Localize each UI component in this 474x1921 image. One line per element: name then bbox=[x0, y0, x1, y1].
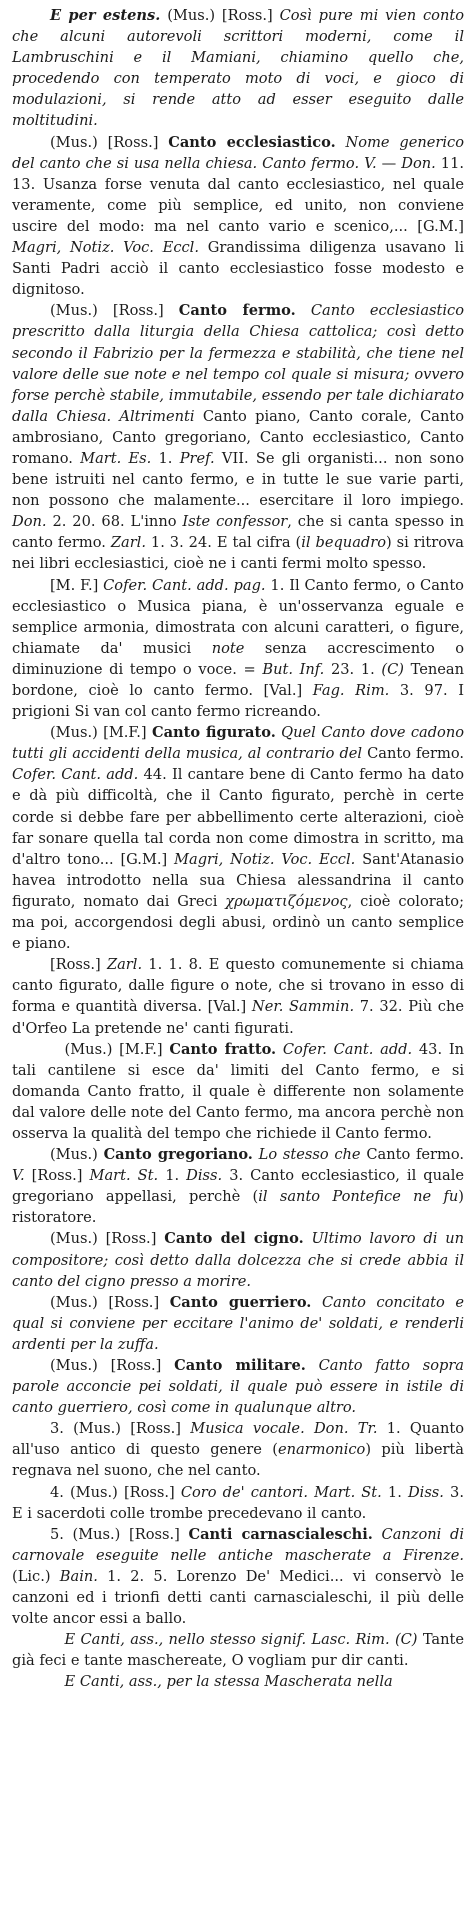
entry-text bbox=[306, 1357, 319, 1374]
entry-text: VII. Se gli organisti... non sono bene istruiti nel canto fermo, e in tutte le sue varie parti, non possono che malamente... esercitare il loro impiego. bbox=[12, 449, 465, 510]
entry-paragraph bbox=[12, 1418, 464, 1481]
entry-paragraph bbox=[12, 1228, 464, 1291]
entry-text: [Ross.] bbox=[24, 1167, 90, 1185]
entry-text: 44. Il cantare bene di Canto fermo ha dato e dà più difficoltà, che il Canto figurato, perchè in certe corde si debbe fare per abbellimento certe alterazioni, cioè far sonare quella tal corda non come dimostra in scritto, ma d'altro tono... [G.M.] bbox=[12, 766, 464, 868]
entry-text: 3. Canto ecclesiastico, il quale gregoriano appellasi, perchè ( bbox=[12, 1167, 465, 1206]
entry-text: Zarl. bbox=[110, 534, 146, 552]
entry-headword: Canto figurato. bbox=[151, 724, 276, 742]
entry-text: ) ristoratore. bbox=[12, 1188, 464, 1227]
entry-text: (Mus.) [M.F.] bbox=[64, 1040, 170, 1058]
entry-text: Don. bbox=[12, 513, 47, 531]
entry-text: 7. 32. Più che d'Orfeo La pretende ne' canti figurati. bbox=[12, 998, 464, 1037]
entry-headword: Canti carnascialeschi. bbox=[188, 1525, 373, 1543]
entry-text: 1. 1. 8. E questo comunemente si chiama canto figurato, dalle figure o note, che si trovano in esso di forma e quantità diversa. [Val.] bbox=[12, 956, 464, 1016]
entry-text: enarmonico bbox=[277, 1441, 366, 1459]
entry-text: , che si canta spesso in canto fermo. bbox=[12, 513, 464, 552]
entry-text: Diss. bbox=[407, 1483, 444, 1501]
entry-text: (Mus.) [M.F.] bbox=[49, 724, 152, 742]
entry-text: Diss. bbox=[186, 1167, 223, 1185]
entry-text: Nome generico del canto che si usa nella chiesa. Canto fermo. V. bbox=[12, 133, 464, 172]
entry-text: ) più libertà regnava nel suono, che nel canto. bbox=[12, 1441, 464, 1480]
entry-text: ) si ritrova nei libri ecclesiastici, cioè ne i canti fermi molto spesso. bbox=[12, 534, 464, 573]
entry-text: , cioè colorato; ma poi, accorgendosi degli abusi, ordinò un canto semplice e piano. bbox=[12, 892, 464, 953]
entry-text: 1. bbox=[158, 1167, 187, 1185]
entry-headword: Canto fermo. bbox=[178, 302, 296, 320]
entry-paragraph bbox=[12, 1629, 464, 1671]
entry-text: Musica vocale. Don. Tr. bbox=[190, 1420, 378, 1438]
entry-text: 11. 13. Usanza forse venuta dal canto ecclesiastico, nel quale veramente, come più semplice, ed unito, non conviene uscire del modo: ma nel canto vario e scenico,... [G.M.] bbox=[12, 154, 464, 235]
entry-text: Canto fermo. bbox=[362, 745, 464, 763]
entry-paragraph bbox=[12, 1671, 464, 1692]
entry-text: Canto ecclesiastico prescritto dalla liturgia della Chiesa cattolica; così detto secondo il Fabrizio per la fermezza e stabilità, che tiene nel valore delle sue note e nel tempo col quale si misura; ovvero forse perchè stabile, immutabile, essendo per tale dichiarato dalla Chiesa. Altrimenti bbox=[12, 302, 464, 425]
entry-paragraph bbox=[12, 132, 464, 301]
entry-text: Grandissima diligenza usavano li Santi Padri acciò il canto ecclesiastico fosse modesto e dignitoso. bbox=[12, 239, 464, 299]
entry-text: 1. 2. 5. Lorenzo De' Medici... vi conservò le canzoni ed i trionfi detti canti carnascialeschi, il più delle volte ancor essi a ballo. bbox=[12, 1567, 465, 1628]
entry-text: 1. 3. 24. E tal cifra ( bbox=[145, 534, 302, 552]
entry-text: Così pure mi vien conto che alcuni autorevoli scrittori moderni, come il Lambruschini e il Mamiani, chiamino quello che, procedendo con temperato moto di voci, e gioco di modulazioni, si rende atto ad esser eseguito dalle moltitudini. bbox=[12, 7, 465, 130]
entry-text: (C) bbox=[381, 660, 404, 678]
entry-headword: Canto fratto. bbox=[169, 1040, 277, 1058]
entry-text bbox=[276, 1041, 283, 1058]
entry-text: (Mus.) bbox=[49, 1146, 104, 1164]
entry-text: Cofer. Cant. add. bbox=[282, 1040, 413, 1058]
entry-paragraph bbox=[12, 1292, 464, 1355]
entry-text: Cofer. Cant. add. pag. bbox=[103, 576, 266, 594]
entry-headword: Canto gregoriano. bbox=[103, 1146, 253, 1164]
entry-text: Quel Canto dove cadono tutti gli accidenti della musica, al contrario del bbox=[12, 724, 465, 763]
entry-text: Pref. bbox=[179, 449, 215, 467]
entry-text: (Mus.) [Ross.] bbox=[160, 7, 280, 24]
entry-text: 1. Quanto all'uso antico di questo genere ( bbox=[12, 1420, 464, 1459]
entry-paragraph bbox=[12, 300, 464, 574]
entry-text: 3. 97. I prigioni Si van col canto fermo ricreando. bbox=[12, 682, 464, 721]
entry-text: Canto fermo. bbox=[360, 1146, 465, 1164]
entry-text bbox=[296, 302, 311, 319]
entry-text: Sant'Atanasio havea introdotto nella sua Chiesa alessandrina il canto figurato, nomato dai Greci bbox=[12, 850, 464, 910]
entry-text: Ner. Sammin. bbox=[251, 998, 355, 1016]
entry-text: il santo Pontefice ne fu bbox=[258, 1188, 459, 1206]
entry-text: Magri, Notiz. Voc. Eccl. bbox=[12, 239, 199, 257]
entry-paragraph bbox=[12, 575, 464, 723]
entry-paragraph bbox=[12, 1355, 464, 1418]
entry-text: Canto fatto sopra parole acconcie pei soldati, il quale può essere in istile di canto guerriero, così come in qualunque altro. bbox=[12, 1357, 465, 1417]
entry-text: Tenean bordone, cioè lo canto fermo. [Val.] bbox=[12, 660, 465, 699]
entry-text: 3. (Mus.) [Ross.] bbox=[49, 1420, 191, 1438]
entry-text: Canto concitato e qual si conviene per eccitare l'animo de' soldati, e renderli ardenti per la zuffa. bbox=[12, 1293, 464, 1353]
entry-text: Bain. bbox=[59, 1567, 98, 1585]
entry-paragraph bbox=[12, 1144, 464, 1228]
entry-text: χρωματιζόμενος bbox=[225, 892, 348, 910]
entry-paragraph bbox=[12, 722, 464, 954]
entry-text: But. Inf. bbox=[262, 660, 325, 678]
entry-text: (Mus.) [Ross.] bbox=[49, 1293, 170, 1311]
entry-text: Zarl. bbox=[106, 956, 143, 974]
entry-text: (Lic.) bbox=[12, 1567, 60, 1585]
entry-paragraph bbox=[12, 1482, 464, 1524]
entry-text: Ultimo lavoro di un compositore; così detto dalla dolcezza che si crede abbia il canto del cigno presso a morire. bbox=[12, 1230, 465, 1290]
entry-text bbox=[336, 134, 346, 151]
entry-text: Lo stesso che bbox=[258, 1146, 361, 1164]
entry-headword: Canto militare. bbox=[174, 1357, 306, 1374]
entry-text: Magri, Notiz. Voc. Eccl. bbox=[174, 850, 356, 868]
entry-headword: Canto ecclesiastico. bbox=[168, 133, 336, 151]
entry-text bbox=[311, 1294, 322, 1311]
entry-text: [M. F.] bbox=[49, 576, 104, 594]
entry-text: (Mus.) [Ross.] bbox=[49, 1357, 175, 1374]
entry-text: 1. bbox=[151, 449, 180, 467]
entry-text: (Mus.) [Ross.] bbox=[49, 133, 169, 151]
entry-paragraph bbox=[12, 5, 464, 132]
entry-text: Canzoni di carnovale eseguite nelle antiche mascherate a Firenze. bbox=[12, 1525, 464, 1564]
entry-text: il bequadro bbox=[301, 534, 387, 552]
entry-headword: Canto guerriero. bbox=[169, 1293, 312, 1311]
entry-text: E per estens. bbox=[49, 7, 161, 24]
entry-text: Don. bbox=[401, 154, 436, 172]
entry-text: Mart. St. bbox=[89, 1167, 159, 1185]
entry-text bbox=[373, 1526, 382, 1543]
entry-text: (Mus.) [Ross.] bbox=[49, 1230, 165, 1248]
entry-text: 23. 1. bbox=[324, 660, 382, 678]
entry-text: (C) bbox=[394, 1631, 418, 1649]
entry-text: 1. Il Canto fermo, o Canto ecclesiastico o Musica piana, è un'osservanza eguale e semplice armonia, dimostrata con alcuni caratteri, o figure, chiamate da' musici bbox=[12, 576, 464, 657]
entry-text: note bbox=[211, 639, 245, 657]
entry-text bbox=[304, 1230, 312, 1247]
entry-text: Canto piano, Canto corale, Canto ambrosiano, Canto gregoriano, Canto ecclesiastico, Canto romano. bbox=[12, 407, 464, 467]
entry-text: 1. bbox=[381, 1483, 408, 1501]
entry-text: Mart. Es. bbox=[80, 449, 152, 467]
entry-text: E Canti, ass., per la stessa Mascherata nella bbox=[64, 1673, 393, 1691]
entry-text: Tante già feci e tante maschereate, O vogliam pur dir canti. bbox=[12, 1631, 465, 1670]
entry-text: 4. (Mus.) [Ross.] bbox=[49, 1483, 181, 1501]
entry-text: 2. 20. 68. L'inno bbox=[46, 513, 183, 531]
entry-text: Iste confessor bbox=[182, 513, 288, 531]
entry-text: 43. In tali cantilene si esce da' limiti del Canto fermo, e si domanda Canto fratto, il quale è differente non solamente dal valore delle note del Canto fermo, ma ancora perchè non osserva la qualità del tempo che richiede il Canto fermo. bbox=[12, 1040, 464, 1142]
entry-text: Cofer. Cant. add. bbox=[12, 766, 139, 784]
entry-headword: Canto del cigno. bbox=[164, 1230, 304, 1248]
entry-text: [Ross.] bbox=[49, 956, 107, 974]
entry-paragraph bbox=[12, 1524, 464, 1629]
entry-text: (Mus.) [Ross.] bbox=[49, 302, 179, 320]
entry-text: Coro de' cantori. Mart. St. bbox=[180, 1483, 382, 1501]
entry-paragraph bbox=[12, 1039, 464, 1144]
entry-text: — bbox=[376, 154, 402, 172]
entry-text: 3. E i sacerdoti colle trombe precedevano il canto. bbox=[12, 1483, 464, 1522]
entry-text: V. bbox=[12, 1167, 25, 1185]
entry-text: Fag. Rim. bbox=[312, 682, 390, 699]
entry-text: 5. (Mus.) [Ross.] bbox=[49, 1525, 189, 1543]
entry-text: senza accrescimento o diminuzione di tempo o voce. = bbox=[12, 639, 464, 678]
entry-text: E Canti, ass., nello stesso signif. Lasc. Rim. bbox=[64, 1631, 390, 1649]
entry-paragraph bbox=[12, 954, 464, 1038]
